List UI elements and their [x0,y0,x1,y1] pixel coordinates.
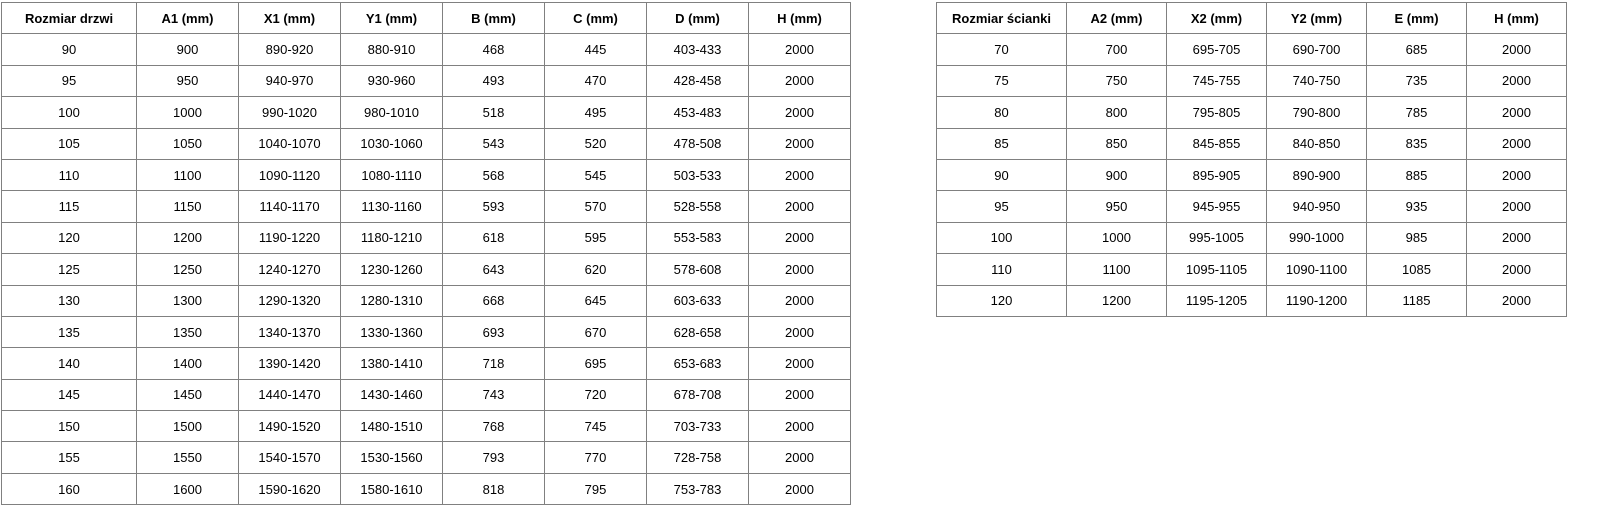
table-cell: 895-905 [1167,159,1267,190]
table-row [2,222,851,253]
table-cell: 835 [1367,128,1467,159]
table-cell: 1100 [1067,254,1167,285]
table-row [2,348,851,379]
table-cell: 2000 [749,348,851,379]
column-header: D (mm) [647,3,749,34]
table-cell: 695-705 [1167,34,1267,65]
table-row [2,97,851,128]
table-cell: 1290-1320 [239,285,341,316]
table-cell: 453-483 [647,97,749,128]
table-cell: 768 [443,411,545,442]
table-cell: 720 [545,379,647,410]
table-cell: 990-1020 [239,97,341,128]
table-cell: 90 [2,34,137,65]
table-cell: 1190-1200 [1267,285,1367,316]
table-cell: 570 [545,191,647,222]
table-cell: 2000 [749,442,851,473]
table-row [2,159,851,190]
table-cell: 740-750 [1267,65,1367,96]
table-cell: 1590-1620 [239,473,341,504]
table-cell: 90 [937,159,1067,190]
table-cell: 2000 [1467,254,1567,285]
table-cell: 595 [545,222,647,253]
table-row [937,65,1567,96]
table-cell: 1040-1070 [239,128,341,159]
table-cell: 1190-1220 [239,222,341,253]
table-cell: 678-708 [647,379,749,410]
table-cell: 1600 [137,473,239,504]
table-cell: 795-805 [1167,97,1267,128]
table-cell: 1300 [137,285,239,316]
table-cell: 2000 [749,128,851,159]
table-cell: 890-920 [239,34,341,65]
table-cell: 1530-1560 [341,442,443,473]
table-cell: 2000 [749,411,851,442]
table-cell: 930-960 [341,65,443,96]
column-header: Rozmiar ścianki [937,3,1067,34]
table-cell: 745 [545,411,647,442]
table-cell: 1185 [1367,285,1467,316]
table-row [2,34,851,65]
table-cell: 800 [1067,97,1167,128]
table-cell: 2000 [1467,191,1567,222]
table-cell: 2000 [1467,128,1567,159]
table-row [2,191,851,222]
table-row [2,411,851,442]
table-cell: 1030-1060 [341,128,443,159]
column-header: A2 (mm) [1067,3,1167,34]
table-cell: 2000 [749,34,851,65]
table-row [937,159,1567,190]
table-row [2,442,851,473]
column-header: Y1 (mm) [341,3,443,34]
table-cell: 718 [443,348,545,379]
table-cell: 900 [137,34,239,65]
table-cell: 2000 [749,316,851,347]
table-cell: 2000 [749,379,851,410]
table-cell: 880-910 [341,34,443,65]
table-cell: 2000 [749,65,851,96]
table-cell: 2000 [1467,285,1567,316]
table-cell: 1340-1370 [239,316,341,347]
table-cell: 1380-1410 [341,348,443,379]
table-cell: 1050 [137,128,239,159]
table-cell: 2000 [749,191,851,222]
table-cell: 1480-1510 [341,411,443,442]
table-cell: 2000 [749,159,851,190]
table-cell: 1440-1470 [239,379,341,410]
table-cell: 900 [1067,159,1167,190]
table-row [2,379,851,410]
table-cell: 1240-1270 [239,254,341,285]
table-cell: 685 [1367,34,1467,65]
table-cell: 1140-1170 [239,191,341,222]
wall-size-table [936,2,1567,317]
table-cell: 745-755 [1167,65,1267,96]
column-header: B (mm) [443,3,545,34]
table-cell: 1400 [137,348,239,379]
table-cell: 1150 [137,191,239,222]
table-cell: 2000 [749,285,851,316]
table-cell: 95 [2,65,137,96]
table-cell: 890-900 [1267,159,1367,190]
table-cell: 100 [2,97,137,128]
table-cell: 1195-1205 [1167,285,1267,316]
table-cell: 105 [2,128,137,159]
table-cell: 950 [1067,191,1167,222]
table-cell: 2000 [749,97,851,128]
table-cell: 818 [443,473,545,504]
table-row [2,128,851,159]
table-cell: 603-633 [647,285,749,316]
table-cell: 495 [545,97,647,128]
column-header: H (mm) [1467,3,1567,34]
table-cell: 1090-1120 [239,159,341,190]
table-cell: 1450 [137,379,239,410]
table-cell: 135 [2,316,137,347]
table-cell: 2000 [749,222,851,253]
table-cell: 743 [443,379,545,410]
table-cell: 75 [937,65,1067,96]
table-cell: 620 [545,254,647,285]
table-row [937,254,1567,285]
table-cell: 478-508 [647,128,749,159]
table-cell: 470 [545,65,647,96]
table-cell: 770 [545,442,647,473]
table-cell: 1180-1210 [341,222,443,253]
table-cell: 2000 [1467,222,1567,253]
table-row [2,316,851,347]
table-cell: 2000 [749,473,851,504]
table-cell: 693 [443,316,545,347]
table-cell: 790-800 [1267,97,1367,128]
table-cell: 493 [443,65,545,96]
table-cell: 728-758 [647,442,749,473]
door-size-table [1,2,851,505]
table-cell: 618 [443,222,545,253]
table-cell: 785 [1367,97,1467,128]
table-cell: 670 [545,316,647,347]
table-cell: 995-1005 [1167,222,1267,253]
table-cell: 753-783 [647,473,749,504]
table-cell: 980-1010 [341,97,443,128]
table-row [937,191,1567,222]
table-cell: 940-970 [239,65,341,96]
table-cell: 568 [443,159,545,190]
table-cell: 1250 [137,254,239,285]
table-cell: 1330-1360 [341,316,443,347]
table-cell: 653-683 [647,348,749,379]
column-header: X1 (mm) [239,3,341,34]
column-header: Y2 (mm) [1267,3,1367,34]
table-row [937,97,1567,128]
table-cell: 645 [545,285,647,316]
table-cell: 70 [937,34,1067,65]
table-cell: 885 [1367,159,1467,190]
table-cell: 403-433 [647,34,749,65]
table-cell: 1350 [137,316,239,347]
table-cell: 1550 [137,442,239,473]
table-cell: 110 [2,159,137,190]
table-cell: 1390-1420 [239,348,341,379]
table-cell: 793 [443,442,545,473]
column-header: A1 (mm) [137,3,239,34]
table-row [937,285,1567,316]
table-cell: 700 [1067,34,1167,65]
table-cell: 703-733 [647,411,749,442]
column-header: E (mm) [1367,3,1467,34]
table-cell: 935 [1367,191,1467,222]
table-cell: 553-583 [647,222,749,253]
table-row [937,128,1567,159]
table-cell: 155 [2,442,137,473]
table-cell: 1000 [137,97,239,128]
table-row [2,65,851,96]
table-cell: 428-458 [647,65,749,96]
table-cell: 518 [443,97,545,128]
table-cell: 690-700 [1267,34,1367,65]
header-row [937,3,1567,34]
table-cell: 120 [937,285,1067,316]
header-row [2,3,851,34]
table-cell: 2000 [1467,34,1567,65]
table-cell: 695 [545,348,647,379]
column-header: Rozmiar drzwi [2,3,137,34]
table-cell: 2000 [1467,65,1567,96]
column-header: H (mm) [749,3,851,34]
table-cell: 115 [2,191,137,222]
table-cell: 2000 [1467,159,1567,190]
table-cell: 140 [2,348,137,379]
table-cell: 468 [443,34,545,65]
table-cell: 545 [545,159,647,190]
table-cell: 1280-1310 [341,285,443,316]
table-cell: 1095-1105 [1167,254,1267,285]
column-header: X2 (mm) [1167,3,1267,34]
table-cell: 940-950 [1267,191,1367,222]
table-cell: 503-533 [647,159,749,190]
table-cell: 945-955 [1167,191,1267,222]
table-cell: 1230-1260 [341,254,443,285]
table-cell: 750 [1067,65,1167,96]
table-cell: 1200 [1067,285,1167,316]
table-cell: 1090-1100 [1267,254,1367,285]
table-cell: 120 [2,222,137,253]
table-cell: 1100 [137,159,239,190]
table-cell: 145 [2,379,137,410]
table-cell: 990-1000 [1267,222,1367,253]
table-cell: 543 [443,128,545,159]
table-row [2,285,851,316]
table-cell: 85 [937,128,1067,159]
table-row [937,222,1567,253]
table-cell: 1200 [137,222,239,253]
table-row [937,34,1567,65]
table-cell: 528-558 [647,191,749,222]
table-cell: 593 [443,191,545,222]
table-cell: 1430-1460 [341,379,443,410]
table-cell: 1540-1570 [239,442,341,473]
table-cell: 130 [2,285,137,316]
table-cell: 643 [443,254,545,285]
table-cell: 125 [2,254,137,285]
table-cell: 628-658 [647,316,749,347]
table-cell: 1085 [1367,254,1467,285]
table-cell: 578-608 [647,254,749,285]
table-cell: 150 [2,411,137,442]
table-cell: 95 [937,191,1067,222]
column-header: C (mm) [545,3,647,34]
table-cell: 950 [137,65,239,96]
table-cell: 1500 [137,411,239,442]
table-cell: 985 [1367,222,1467,253]
table-cell: 160 [2,473,137,504]
table-cell: 845-855 [1167,128,1267,159]
table-cell: 840-850 [1267,128,1367,159]
table-row [2,473,851,504]
table-cell: 1490-1520 [239,411,341,442]
table-cell: 1580-1610 [341,473,443,504]
table-cell: 80 [937,97,1067,128]
table-cell: 795 [545,473,647,504]
table-cell: 445 [545,34,647,65]
table-cell: 110 [937,254,1067,285]
table-cell: 1080-1110 [341,159,443,190]
table-cell: 520 [545,128,647,159]
table-row [2,254,851,285]
table-cell: 1130-1160 [341,191,443,222]
table-cell: 735 [1367,65,1467,96]
table-cell: 2000 [749,254,851,285]
table-cell: 668 [443,285,545,316]
table-cell: 1000 [1067,222,1167,253]
table-cell: 100 [937,222,1067,253]
table-cell: 2000 [1467,97,1567,128]
table-cell: 850 [1067,128,1167,159]
